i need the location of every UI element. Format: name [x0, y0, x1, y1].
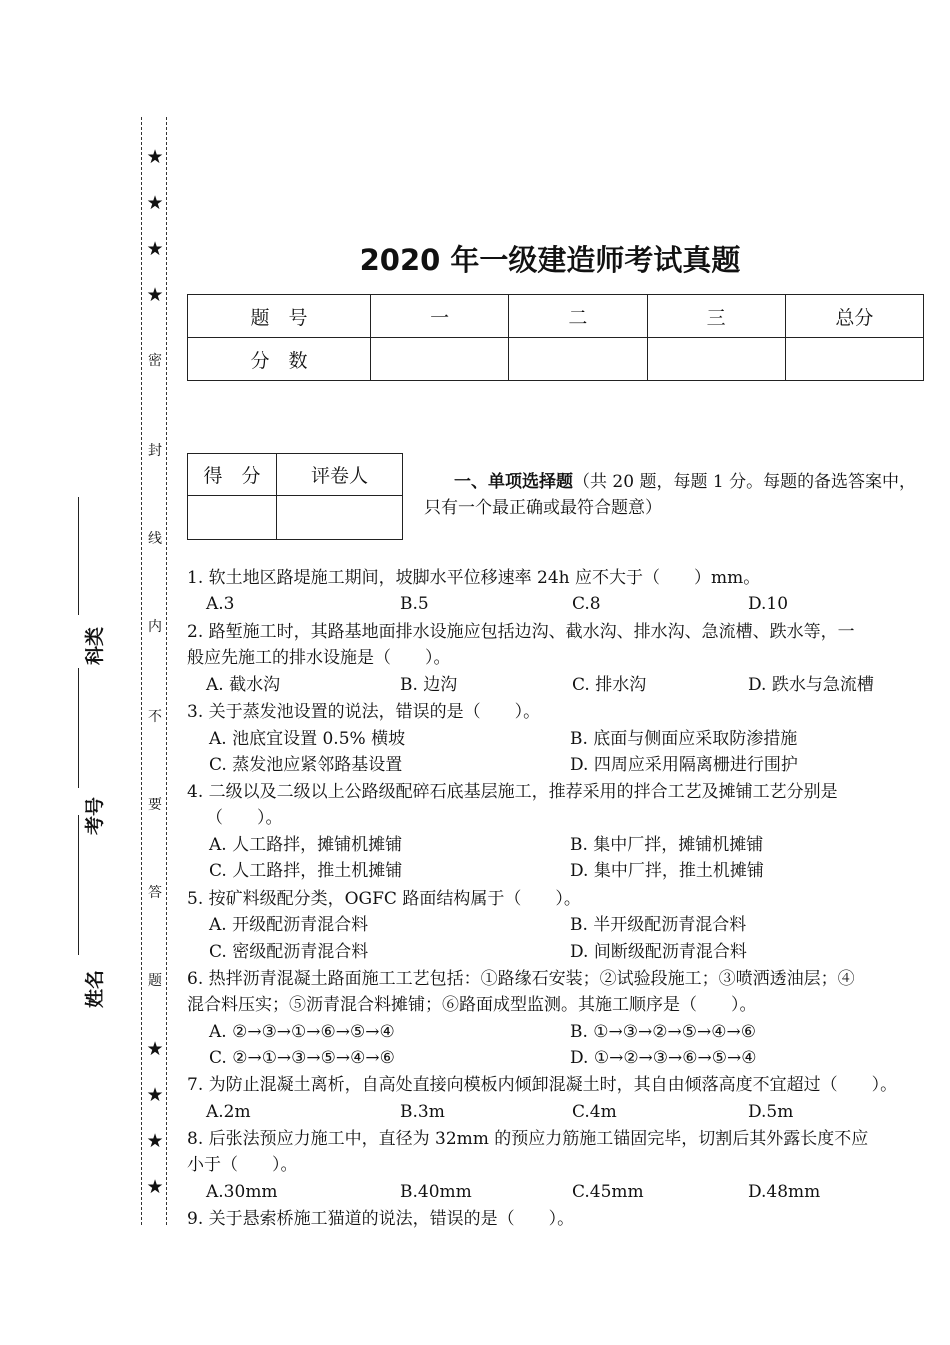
score-cell-1[interactable]: [371, 338, 509, 381]
section-desc-line1: （共 20 题，每题 1 分。每题的备选答案中，: [573, 472, 917, 492]
score-header-total: 总分: [785, 295, 923, 338]
field-label-name: 姓名: [84, 969, 106, 1008]
question-6-text: 6. 热拌沥青混凝土路面施工工艺包括：①路缘石安装；②试验段施工；③喷洒透油层；④: [187, 969, 855, 989]
seal-char-ti: 题: [144, 970, 166, 990]
binding-dashed-line-right: [166, 117, 167, 1225]
star-mark: ★: [144, 1176, 166, 1198]
score-row-label: 分 数: [188, 338, 371, 381]
question-2-option-a[interactable]: A. 截水沟: [206, 675, 281, 695]
question-2-option-d[interactable]: D. 跌水与急流槽: [748, 675, 874, 695]
question-8-option-c[interactable]: C.45mm: [572, 1182, 644, 1202]
question-1-option-c[interactable]: C.8: [572, 594, 601, 614]
score-header-label: 题 号: [188, 295, 371, 338]
grader-name-label: 评卷人: [277, 454, 403, 496]
question-3-option-d[interactable]: D. 四周应采用隔离栅进行围护: [570, 755, 798, 775]
question-7-option-a[interactable]: A.2m: [206, 1102, 251, 1122]
question-6-option-b[interactable]: B. ①→③→②→⑤→④→⑥: [570, 1022, 756, 1042]
question-2-text: 般应先施工的排水设施是（ ）。: [187, 648, 451, 668]
seal-char-xian: 线: [144, 528, 166, 548]
question-5-option-b[interactable]: B. 半开级配沥青混合料: [570, 915, 747, 935]
score-header-1: 一: [371, 295, 509, 338]
score-cell-3[interactable]: [647, 338, 785, 381]
field-line-exam-number[interactable]: [78, 668, 79, 788]
score-header-3: 三: [647, 295, 785, 338]
question-5-text: 5. 按矿料级配分类，OGFC 路面结构属于（ ）。: [187, 889, 581, 909]
question-6-option-a[interactable]: A. ②→③→①→⑥→⑤→④: [209, 1022, 395, 1042]
question-1-text: 1. 软土地区路堤施工期间，坡脚水平位移速率 24h 应不大于（ ）mm。: [187, 568, 761, 588]
question-7-text: 7. 为防止混凝土离析，自高处直接向模板内倾卸混凝土时，其自由倾落高度不宜超过（ ）。: [187, 1075, 898, 1095]
seal-char-nei: 内: [144, 616, 166, 636]
question-4-text: 4. 二级以及二级以上公路级配碎石底基层施工，推荐采用的拌合工艺及摊铺工艺分别是: [187, 782, 838, 802]
question-9-text: 9. 关于悬索桥施工猫道的说法，错误的是（ ）。: [187, 1209, 575, 1229]
seal-char-da: 答: [144, 882, 166, 902]
star-mark: ★: [144, 1130, 166, 1152]
page-title: 2020 年一级建造师考试真题: [359, 243, 741, 277]
question-6-option-d[interactable]: D. ①→②→③→⑥→⑤→④: [570, 1048, 757, 1068]
star-mark: ★: [144, 284, 166, 306]
seal-char-bu: 不: [144, 706, 166, 726]
section-title: 一、单项选择题: [454, 472, 573, 492]
question-4-option-c[interactable]: C. 人工路拌，推土机摊铺: [209, 861, 403, 881]
field-label-exam-number: 考号: [84, 796, 106, 835]
grader-score-label: 得 分: [188, 454, 277, 496]
question-4-option-d[interactable]: D. 集中厂拌，推土机摊铺: [570, 861, 764, 881]
seal-char-yao: 要: [144, 794, 166, 814]
grader-score-cell[interactable]: [188, 496, 277, 540]
question-5-option-d[interactable]: D. 间断级配沥青混合料: [570, 942, 747, 962]
question-1-option-d[interactable]: D.10: [748, 594, 789, 614]
score-table: [187, 294, 924, 381]
binding-dashed-line-left: [141, 117, 142, 1225]
question-6-text: 混合料压实；⑤沥青混合料摊铺；⑥路面成型监测。其施工顺序是（ ）。: [187, 995, 757, 1015]
section-heading: [424, 469, 916, 521]
question-7-option-b[interactable]: B.3m: [400, 1102, 445, 1122]
question-8-option-b[interactable]: B.40mm: [400, 1182, 472, 1202]
question-8-text: 小于（ ）。: [187, 1155, 298, 1175]
question-3-option-c[interactable]: C. 蒸发池应紧邻路基设置: [209, 755, 403, 775]
field-line-category[interactable]: [78, 497, 79, 615]
star-mark: ★: [144, 146, 166, 168]
field-label-category: 科类: [84, 626, 106, 665]
question-5-option-c[interactable]: C. 密级配沥青混合料: [209, 942, 369, 962]
seal-char-feng: 封: [144, 440, 166, 460]
section-desc-line2: 只有一个最正确或最符合题意）: [424, 498, 662, 518]
question-1-option-b[interactable]: B.5: [400, 594, 429, 614]
question-3-option-a[interactable]: A. 池底宜设置 0.5% 横坡: [209, 729, 406, 749]
score-header-2: 二: [509, 295, 647, 338]
question-7-option-d[interactable]: D.5m: [748, 1102, 794, 1122]
question-1-option-a[interactable]: A.3: [206, 594, 235, 614]
field-line-name[interactable]: [78, 815, 79, 955]
grader-name-cell[interactable]: [277, 496, 403, 540]
question-4-text: （ ）。: [206, 808, 283, 828]
question-4-option-a[interactable]: A. 人工路拌，摊铺机摊铺: [209, 835, 403, 855]
score-cell-total[interactable]: [785, 338, 923, 381]
seal-char-mi: 密: [144, 350, 166, 370]
star-mark: ★: [144, 1084, 166, 1106]
star-mark: ★: [144, 238, 166, 260]
grader-box: [187, 453, 403, 540]
question-5-option-a[interactable]: A. 开级配沥青混合料: [209, 915, 369, 935]
question-6-option-c[interactable]: C. ②→①→③→⑤→④→⑥: [209, 1048, 395, 1068]
question-2-option-b[interactable]: B. 边沟: [400, 675, 458, 695]
question-4-option-b[interactable]: B. 集中厂拌，摊铺机摊铺: [570, 835, 764, 855]
star-mark: ★: [144, 192, 166, 214]
star-mark: ★: [144, 1038, 166, 1060]
question-8-text: 8. 后张法预应力施工中，直径为 32mm 的预应力筋施工锚固完毕，切割后其外露长度不应: [187, 1129, 869, 1149]
question-8-option-a[interactable]: A.30mm: [206, 1182, 278, 1202]
question-3-option-b[interactable]: B. 底面与侧面应采取防渗措施: [570, 729, 798, 749]
question-2-option-c[interactable]: C. 排水沟: [572, 675, 647, 695]
score-cell-2[interactable]: [509, 338, 647, 381]
question-2-text: 2. 路堑施工时，其路基地面排水设施应包括边沟、截水沟、排水沟、急流槽、跌水等，一: [187, 622, 855, 642]
question-7-option-c[interactable]: C.4m: [572, 1102, 617, 1122]
question-3-text: 3. 关于蒸发池设置的说法，错误的是（ ）。: [187, 702, 541, 722]
question-8-option-d[interactable]: D.48mm: [748, 1182, 821, 1202]
